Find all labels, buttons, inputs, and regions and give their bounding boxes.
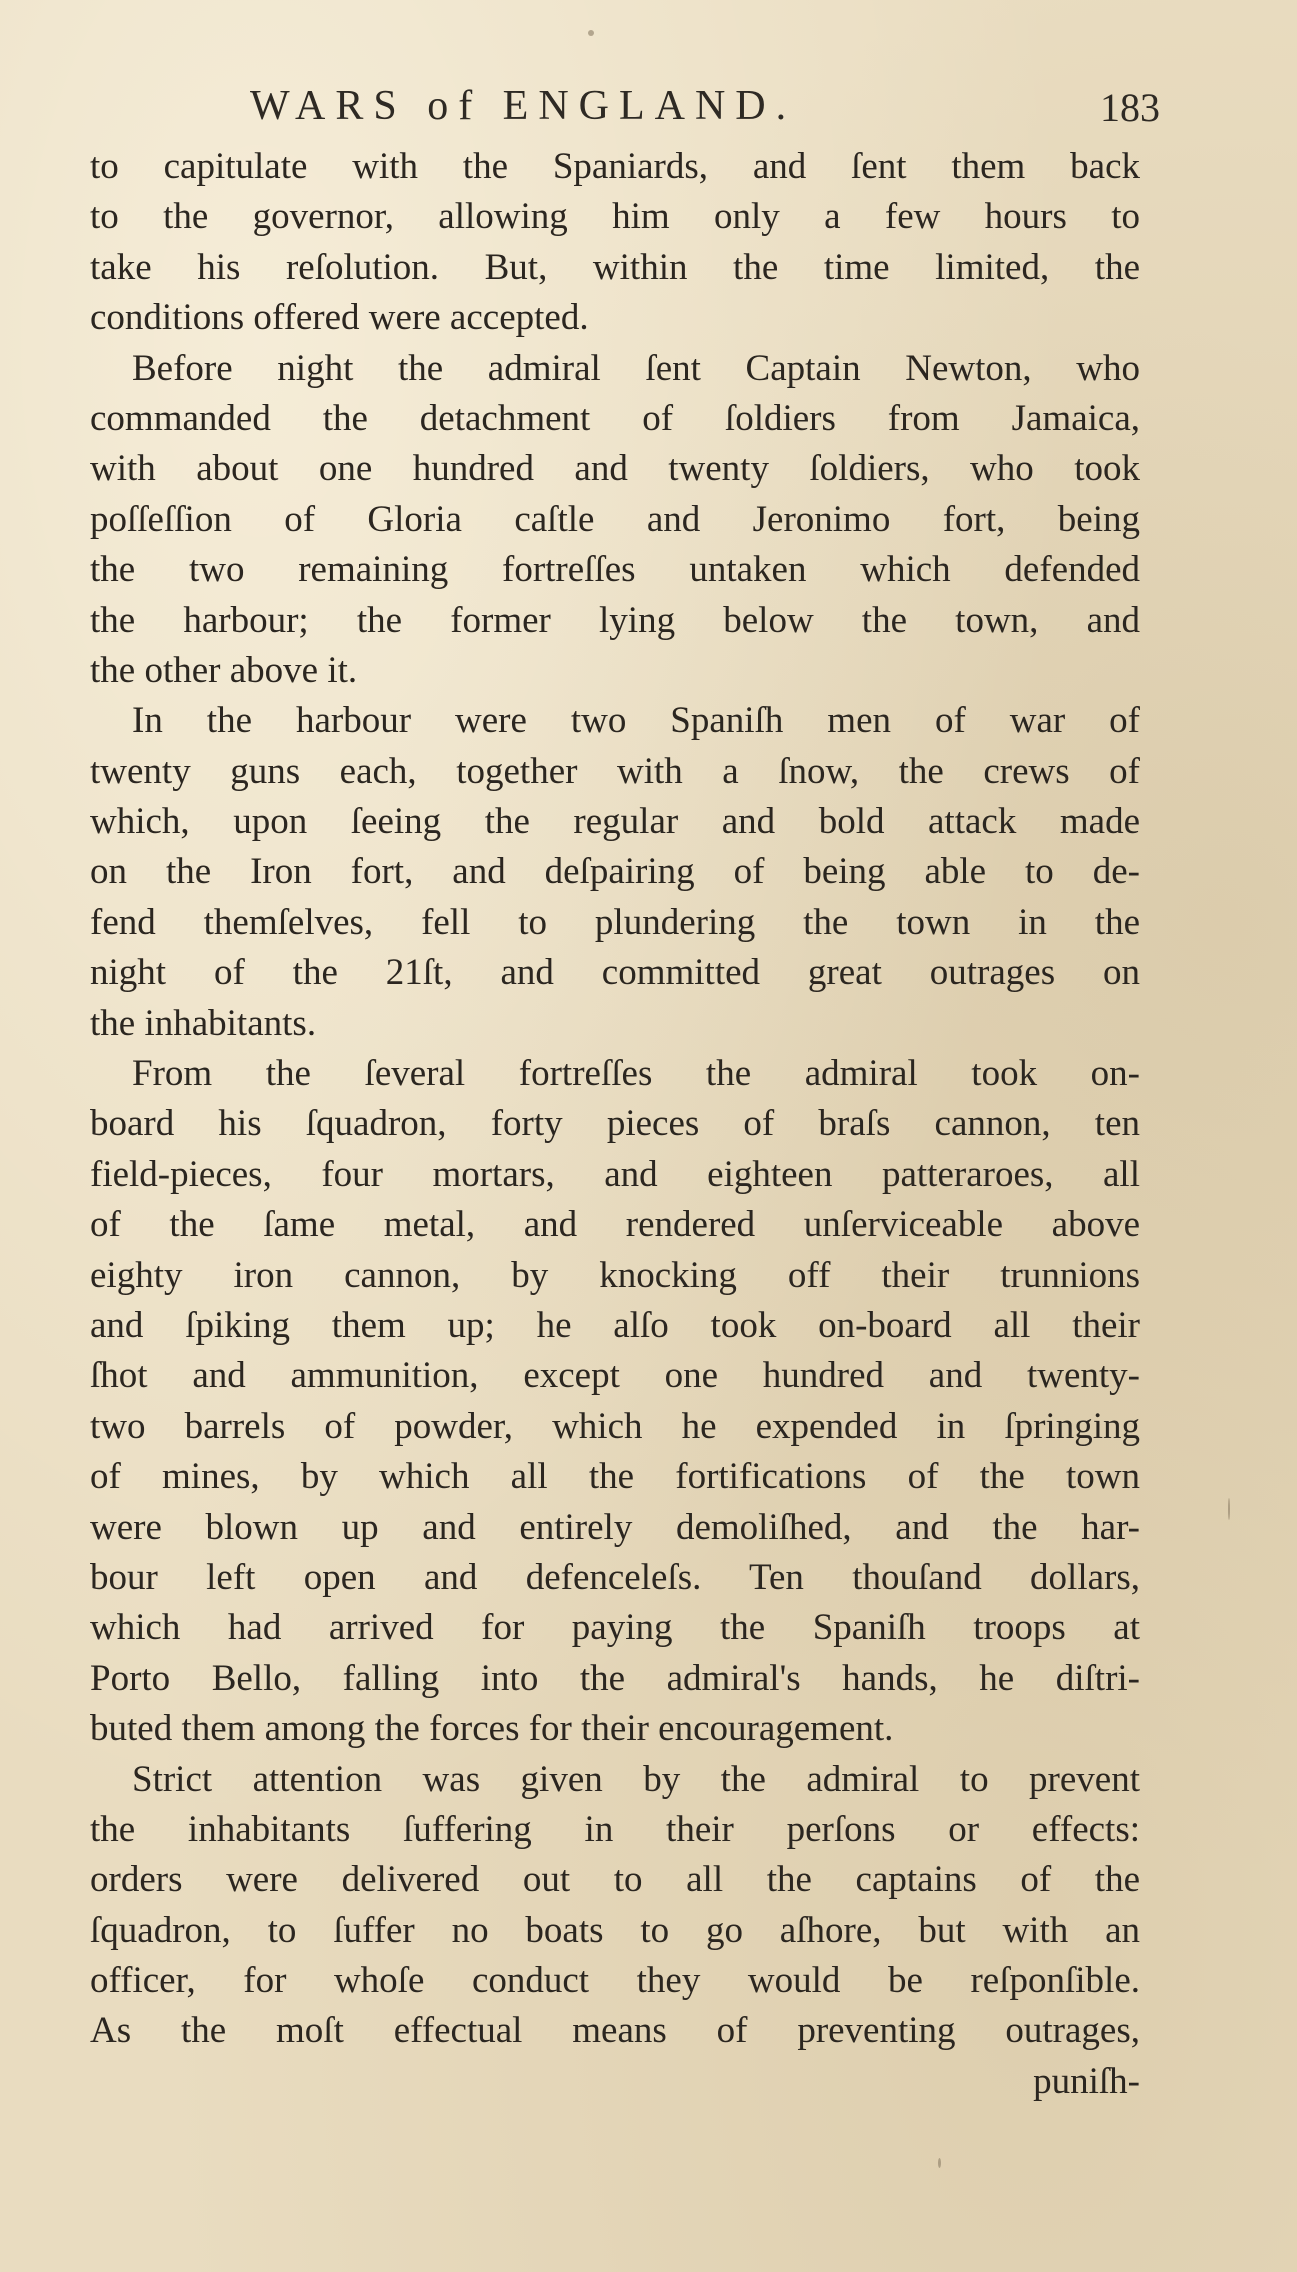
text-line: commanded the detachment of ſoldiers from Jamaica, [90,397,1140,439]
text-line: buted them among the forces for their encouragement. [90,1708,894,1750]
text-line: Strict attention was given by the admiral to prevent [132,1758,1140,1800]
text-line: Porto Bello, falling into the admiral's hands, he diſtri- [90,1657,1140,1699]
text-line: ſquadron, to ſuffer no boats to go aſhore, but with an [90,1909,1140,1951]
text-line: which had arrived for paying the Spaniſh troops at [90,1607,1140,1649]
catchword: puniſh- [1033,2060,1140,2102]
text-line: to capitulate with the Spaniards, and ſent them back [90,146,1140,187]
text-line: night of the 21ſt, and committed great outrages on [90,952,1140,994]
paper-speck [588,30,594,36]
text-line: poſſeſſion of Gloria caſtle and Jeronimo fort, being [90,498,1140,540]
text-line: the other above it. [90,649,358,691]
text-line: field-pieces, four mortars, and eighteen patteraroes, all [90,1153,1140,1195]
text-line: two barrels of powder, which he expended in ſpringing [90,1405,1140,1447]
text-line: with about one hundred and twenty ſoldiers, who took [90,448,1140,490]
text-line: eighty iron cannon, by knocking off their trunnions [90,1254,1140,1296]
body-text [90,142,1140,2107]
text-line: officer, for whoſe conduct they would be reſponſible. [90,1960,1140,2002]
text-line: In the harbour were two Spaniſh men of war of [132,700,1140,742]
text-line: orders were delivered out to all the captains of the [90,1859,1140,1901]
text-line: Before night the admiral ſent Captain Newton, who [132,347,1140,389]
text-line: which, upon ſeeing the regular and bold attack made [90,801,1140,843]
text-line: ſhot and ammunition, except one hundred and twenty- [90,1355,1140,1397]
text-line: the inhabitants. [90,1002,317,1044]
text-line: twenty guns each, together with a ſnow, the crews of [90,750,1140,792]
text-line: were blown up and entirely demoliſhed, and the har- [90,1506,1140,1548]
text-line: to the governor, allowing him only a few hours to [90,196,1140,238]
running-title: WARS of ENGLAND. [250,83,797,129]
text-line: fend themſelves, fell to plundering the town in the [90,901,1140,943]
page-number: 183 [1100,85,1160,130]
text-line: the two remaining fortreſſes untaken which defended [90,549,1140,591]
text-line: From the ſeveral fortreſſes the admiral took on- [132,1053,1140,1095]
text-line: the inhabitants ſuffering in their perſons or effects: [90,1808,1140,1850]
text-line: board his ſquadron, forty pieces of braſs cannon, ten [90,1103,1140,1145]
text-line: the harbour; the former lying below the town, and [90,599,1140,641]
text-line: bour left open and defenceleſs. Ten thouſand dollars, [90,1556,1140,1598]
text-line: take his reſolution. But, within the time limited, the [90,246,1140,288]
text-line: and ſpiking them up; he alſo took on-board all their [90,1304,1140,1346]
paper-speck [1228,1498,1230,1520]
text-line: of the ſame metal, and rendered unſerviceable above [90,1204,1140,1246]
text-line: As the moſt effectual means of preventing outrages, [90,2010,1140,2052]
page-header [90,78,1160,148]
text-line: on the Iron fort, and deſpairing of being able to de- [90,851,1140,893]
text-line: conditions offered were accepted. [90,297,589,339]
text-line: of mines, by which all the fortifications of the town [90,1456,1140,1498]
paper-speck [938,2158,941,2168]
